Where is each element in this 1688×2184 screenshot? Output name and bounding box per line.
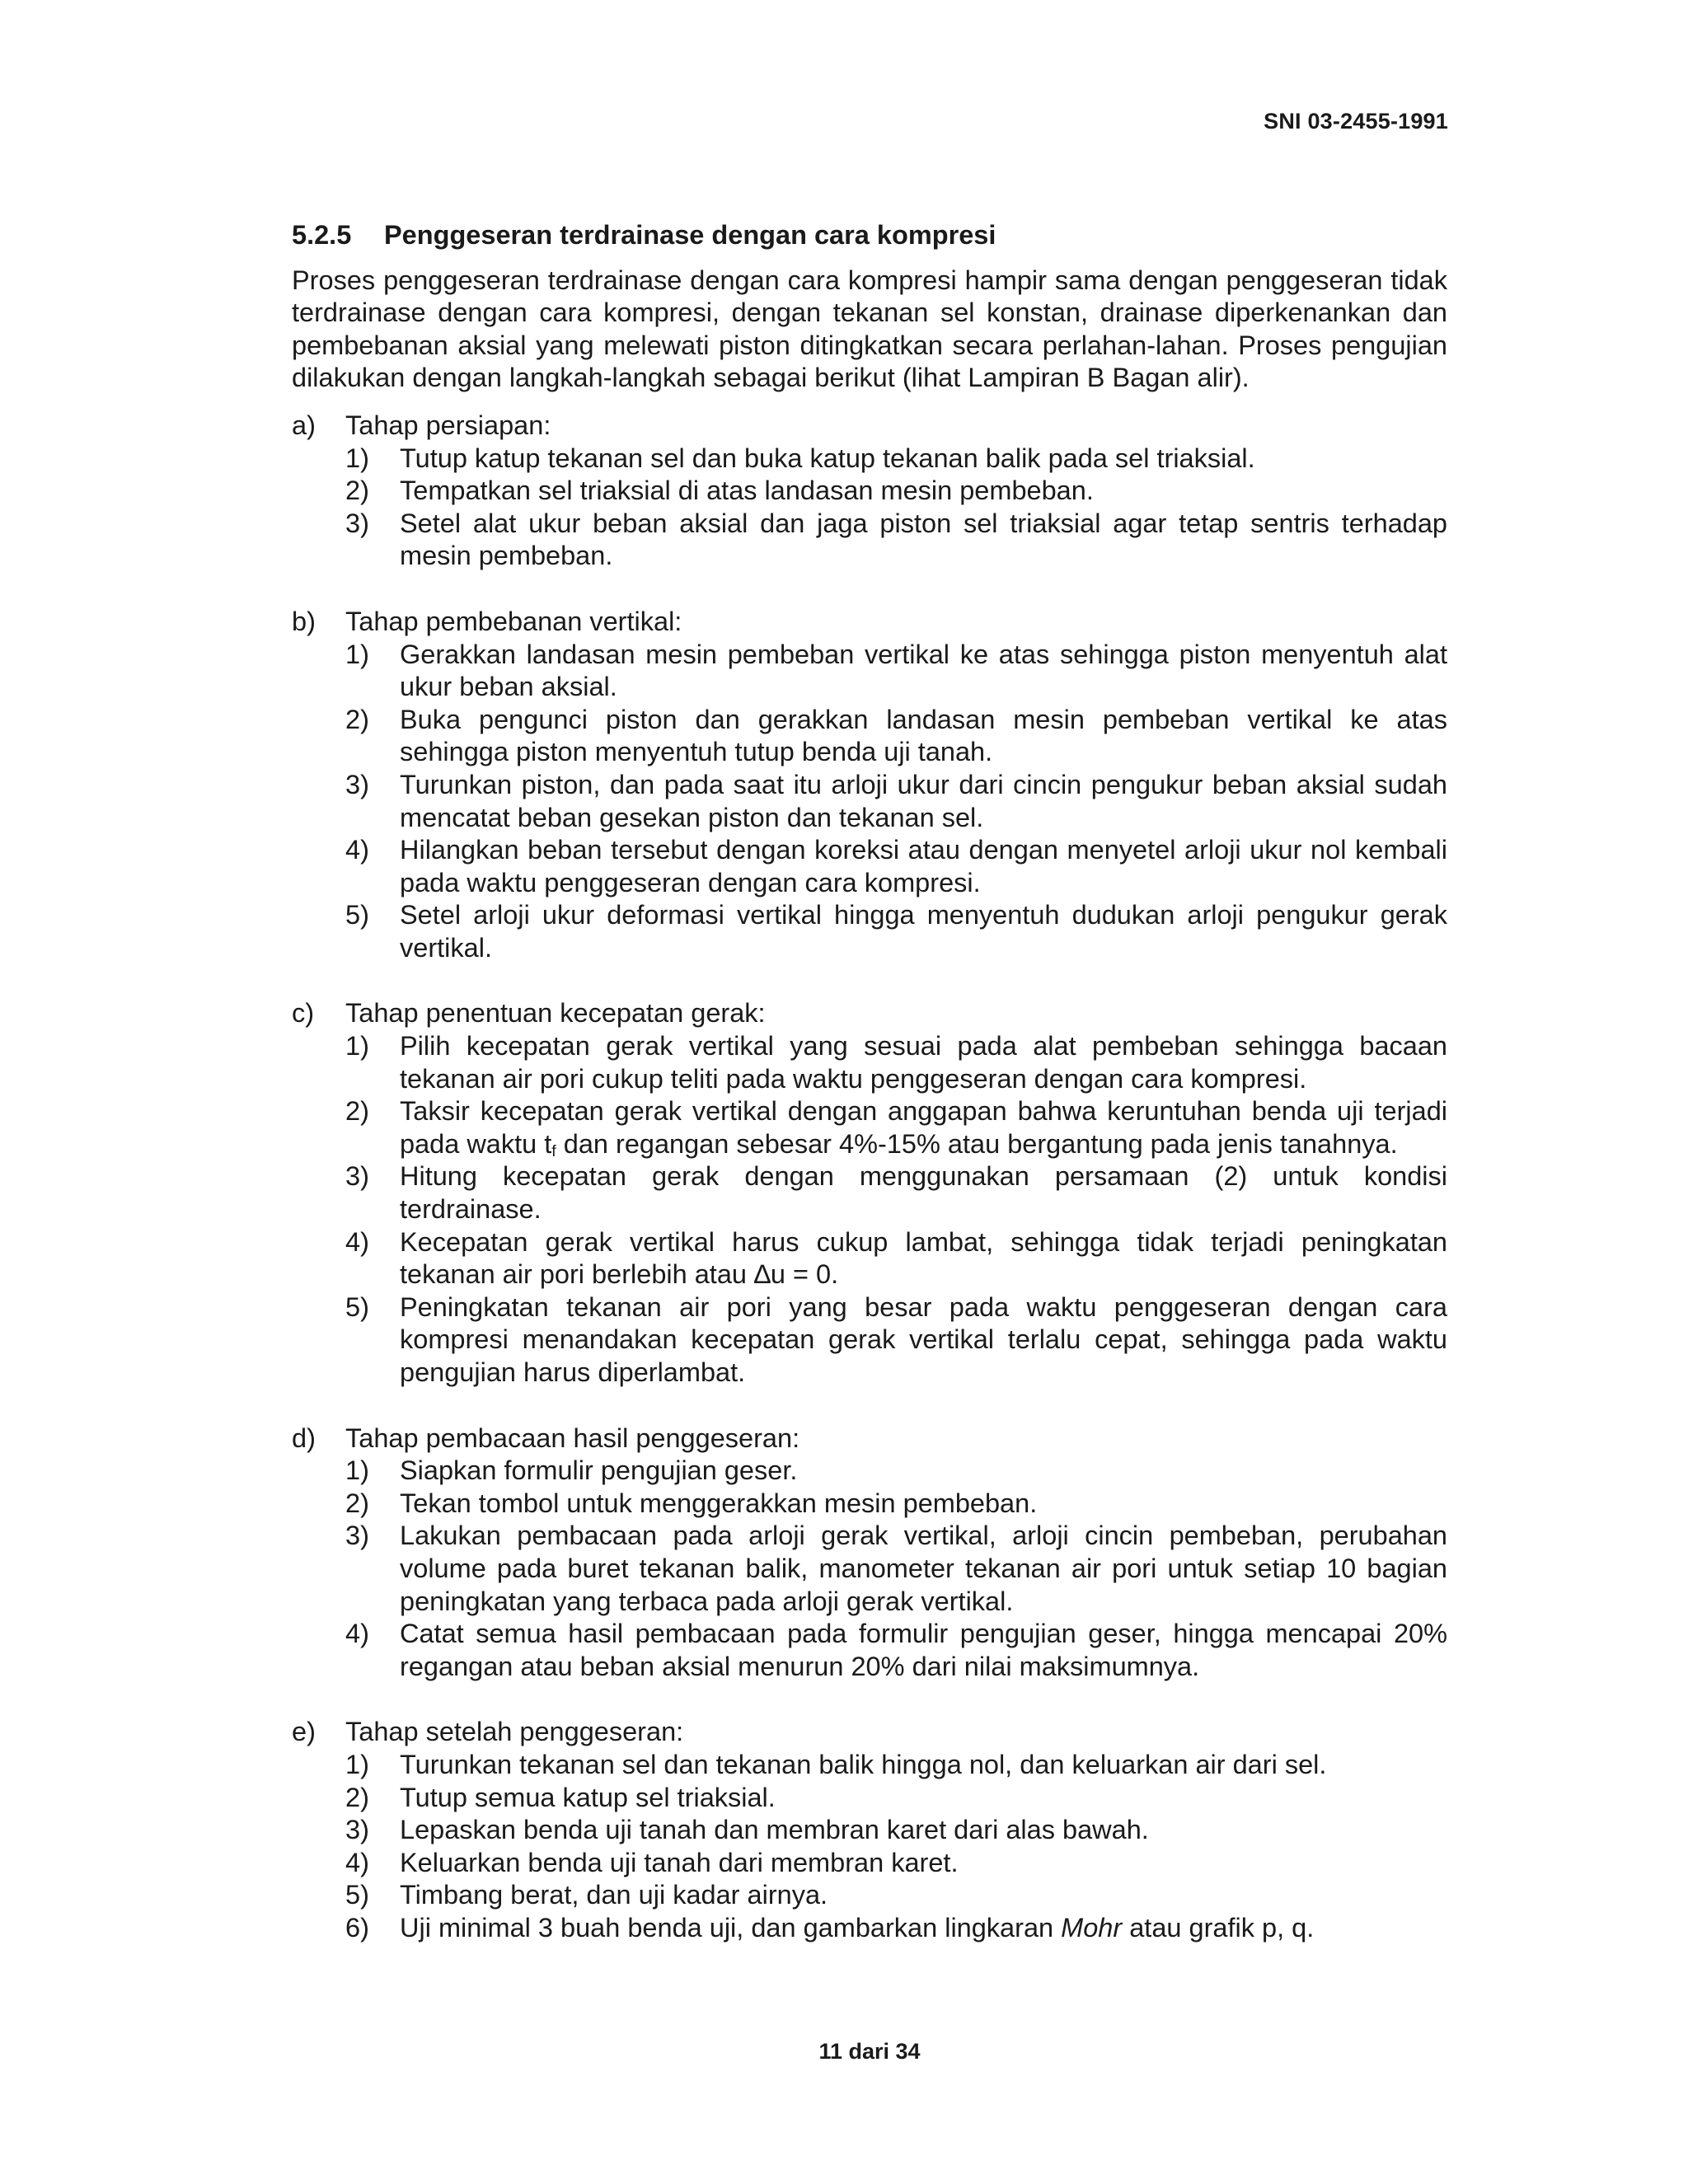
item-number: 3) bbox=[345, 508, 369, 538]
item-text: Tempatkan sel triaksial di atas landasan mesin pembeban. bbox=[400, 476, 1094, 506]
list-item bbox=[345, 443, 1447, 476]
list-item bbox=[345, 639, 1447, 704]
section-heading bbox=[292, 219, 1447, 252]
item-text: Siapkan formulir pengujian geser. bbox=[400, 1455, 798, 1486]
item-text: Setel alat ukur beban aksial dan jaga piston sel triaksial agar tetap sentris terhadap mesin pembeban. bbox=[400, 508, 1447, 571]
item-number: 1) bbox=[345, 1455, 369, 1486]
item-number: 2) bbox=[345, 1782, 369, 1812]
list-item bbox=[345, 1095, 1447, 1160]
item-text: Tekan tombol untuk menggerakkan mesin pembeban. bbox=[400, 1488, 1038, 1518]
item-number: 5) bbox=[345, 1291, 369, 1322]
list-item bbox=[345, 1160, 1447, 1226]
group-letter: a) bbox=[292, 410, 316, 440]
group-heading bbox=[292, 1422, 1447, 1455]
item-number: 1) bbox=[345, 1749, 369, 1779]
item-text: Pilih kecepatan gerak vertikal yang sesuai pada alat pembeban sehingga bacaan tekanan air pori cukup teliti pada waktu penggeseran dengan cara kompresi. bbox=[400, 1031, 1447, 1094]
item-text: Lepaskan benda uji tanah dan membran karet dari alas bawah. bbox=[400, 1815, 1149, 1845]
list-item bbox=[345, 1226, 1447, 1291]
item-number: 2) bbox=[345, 1096, 369, 1127]
item-number: 3) bbox=[345, 769, 369, 799]
item-number: 4) bbox=[345, 1847, 369, 1877]
section-title: Penggeseran terdrainase dengan cara kompresi bbox=[384, 220, 996, 250]
intro-paragraph: Proses penggeseran terdrainase dengan cara kompresi hampir sama dengan penggeseran tidak terdrainase dengan cara kompresi, dengan tekanan sel konstan, drainase diperkenankan dan pembebanan aksial yang melewati piston ditingkatkan secara perlahan-lahan. Proses pengujian dilakukan dengan langkah-langkah sebagai berikut (lihat Lampiran B Bagan alir). bbox=[292, 265, 1447, 393]
item-text: Keluarkan benda uji tanah dari membran karet. bbox=[400, 1847, 959, 1877]
item-number: 1) bbox=[345, 1031, 369, 1062]
item-number: 3) bbox=[345, 1815, 369, 1845]
group-letter: d) bbox=[292, 1422, 316, 1453]
page-number: 11 dari 34 bbox=[818, 2039, 921, 2064]
list-item bbox=[345, 899, 1447, 964]
item-text: Catat semua hasil pembacaan pada formulir pengujian geser, hingga mencapai 20% regangan atau beban aksial menurun 20% dari nilai maksimumnya. bbox=[400, 1619, 1447, 1681]
item-text: Turunkan piston, dan pada saat itu arloji ukur dari cincin pengukur beban aksial sudah mencatat beban gesekan piston dan tekanan sel. bbox=[400, 769, 1447, 832]
list-item bbox=[345, 1782, 1447, 1815]
group-heading bbox=[292, 606, 1447, 639]
group-letter: e) bbox=[292, 1717, 316, 1747]
list-item bbox=[345, 769, 1447, 834]
item-number: 4) bbox=[345, 1619, 369, 1649]
list-item bbox=[345, 1030, 1447, 1095]
list-item bbox=[345, 1455, 1447, 1488]
item-text: Turunkan tekanan sel dan tekanan balik hingga nol, dan keluarkan air dari sel. bbox=[400, 1749, 1327, 1779]
list-item bbox=[345, 508, 1447, 573]
group-letter: b) bbox=[292, 606, 316, 636]
item-number: 6) bbox=[345, 1912, 369, 1943]
item-text: Kecepatan gerak vertikal harus cukup lambat, sehingga tidak terjadi peningkatan tekanan air pori berlebih atau ∆u = 0. bbox=[400, 1226, 1447, 1290]
list-item bbox=[345, 1912, 1447, 1945]
list-item bbox=[345, 1520, 1447, 1618]
item-number: 2) bbox=[345, 476, 369, 506]
list-item bbox=[345, 1749, 1447, 1782]
group-heading bbox=[292, 410, 1447, 443]
item-text-part: atau grafik p, q. bbox=[1122, 1912, 1315, 1943]
list-item bbox=[345, 1488, 1447, 1521]
item-number: 2) bbox=[345, 704, 369, 734]
list-item bbox=[345, 1847, 1447, 1880]
step-group-e bbox=[292, 1716, 1447, 1944]
list-item bbox=[345, 1291, 1447, 1390]
group-heading bbox=[292, 997, 1447, 1030]
item-number: 3) bbox=[345, 1521, 369, 1551]
group-title: Tahap persiapan: bbox=[345, 410, 551, 440]
item-text: Tutup katup tekanan sel dan buka katup tekanan balik pada sel triaksial. bbox=[400, 443, 1255, 473]
item-number: 1) bbox=[345, 443, 369, 473]
item-text: Timbang berat, dan uji kadar airnya. bbox=[400, 1880, 828, 1910]
group-letter: c) bbox=[292, 998, 315, 1029]
list-item bbox=[345, 1814, 1447, 1847]
item-text-part: Uji minimal 3 buah benda uji, dan gambarkan lingkaran bbox=[400, 1912, 1062, 1943]
document-code: SNI 03-2455-1991 bbox=[1264, 109, 1448, 134]
group-title: Tahap pembacaan hasil penggeseran: bbox=[345, 1422, 800, 1453]
section-number: 5.2.5 bbox=[292, 220, 352, 250]
step-group-b bbox=[292, 606, 1447, 965]
item-number: 3) bbox=[345, 1161, 369, 1192]
subscript-f: f bbox=[551, 1141, 556, 1160]
item-text: Hitung kecepatan gerak dengan menggunakan persamaan (2) untuk kondisi terdrainase. bbox=[400, 1161, 1447, 1225]
item-text bbox=[400, 1912, 1447, 1945]
item-number: 4) bbox=[345, 835, 369, 865]
item-text: Buka pengunci piston dan gerakkan landasan mesin pembeban vertikal ke atas sehingga piston menyentuh tutup benda uji tanah. bbox=[400, 704, 1447, 767]
item-text-italic: Mohr bbox=[1061, 1912, 1123, 1943]
list-item bbox=[345, 1618, 1447, 1683]
list-item bbox=[345, 834, 1447, 899]
item-text: Setel arloji ukur deformasi vertikal hingga menyentuh dudukan arloji pengukur gerak vertikal. bbox=[400, 900, 1447, 963]
group-title: Tahap penentuan kecepatan gerak: bbox=[345, 998, 766, 1029]
item-text-part: dan regangan sebesar 4%-15% atau bergantung pada jenis tanahnya. bbox=[556, 1128, 1398, 1159]
item-number: 5) bbox=[345, 1880, 369, 1910]
item-text: Lakukan pembacaan pada arloji gerak vertikal, arloji cincin pembeban, perubahan volume pada buret tekanan balik, manometer tekanan air pori untuk setiap 10 bagian peningkatan yang terbaca pada arloji gerak vertikal. bbox=[400, 1521, 1447, 1616]
item-number: 2) bbox=[345, 1488, 369, 1518]
item-text: Gerakkan landasan mesin pembeban vertikal ke atas sehingga piston menyentuh alat ukur beban aksial. bbox=[400, 639, 1447, 702]
step-group-c bbox=[292, 997, 1447, 1389]
item-text bbox=[400, 1095, 1447, 1160]
item-number: 4) bbox=[345, 1226, 369, 1257]
list-item bbox=[345, 704, 1447, 769]
step-group-d bbox=[292, 1422, 1447, 1684]
item-text: Tutup semua katup sel triaksial. bbox=[400, 1782, 776, 1812]
step-group-a bbox=[292, 410, 1447, 573]
group-title: Tahap setelah penggeseran: bbox=[345, 1717, 684, 1747]
list-item bbox=[345, 475, 1447, 508]
page-content bbox=[292, 219, 1447, 1945]
group-heading bbox=[292, 1716, 1447, 1749]
item-number: 5) bbox=[345, 900, 369, 930]
item-number: 1) bbox=[345, 639, 369, 669]
item-text: Peningkatan tekanan air pori yang besar pada waktu penggeseran dengan cara kompresi menandakan kecepatan gerak vertikal terlalu cepat, sehingga pada waktu pengujian harus diperlambat. bbox=[400, 1291, 1447, 1387]
item-text-part: Taksir kecepatan gerak vertikal dengan anggapan bahwa keruntuhan benda uji terjadi pada waktu t bbox=[400, 1096, 1447, 1159]
group-title: Tahap pembebanan vertikal: bbox=[345, 606, 682, 636]
list-item bbox=[345, 1879, 1447, 1912]
item-text: Hilangkan beban tersebut dengan koreksi atau dengan menyetel arloji ukur nol kembali pada waktu penggeseran dengan cara kompresi. bbox=[400, 835, 1447, 898]
